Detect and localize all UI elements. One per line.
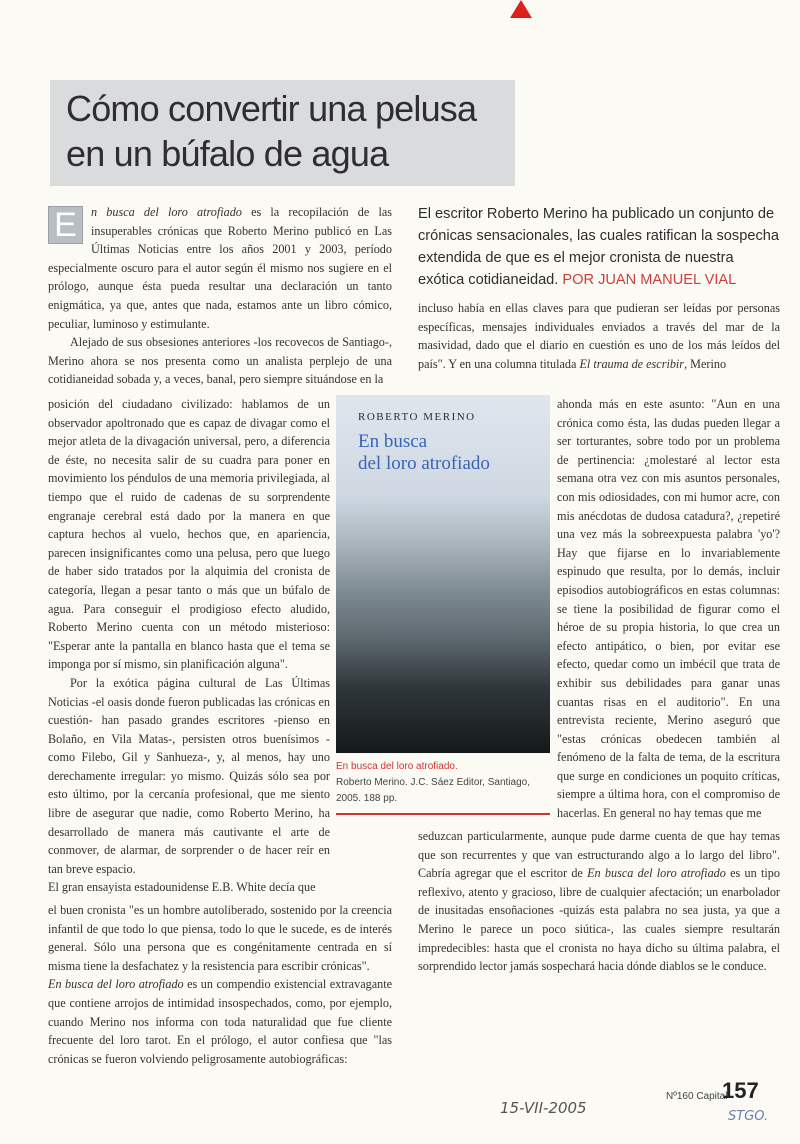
paragraph-2b: posición del ciudadano civilizado: hablamos de un observador apoltronado que es capaz de divagar como el mejor atleta de la divagación universal, pero, a diferencia de éste, no necesita salir de su cuadra para poner en movimiento los péndulos de una memoria privilegiada, al tiempo que el ruido de cadenas de su sorprendente engranaje cerebral está dado por la manera en que captura hechos al vuelo, hechos que, en apariencia, parecen insignificantes como una pelusa, pero que luego de haber sido tratados por la alquimia del cronista de categoría, llegan a pesar tanto o más que un búfalo de agua. Para conseguir el prodigioso efecto aludido, Roberto Merino cuenta con un método misterioso: "Esperar ante la pantalla en blanco hasta que el tema se imponga por sí mismo, sin planificación alguna". <box>48 397 330 672</box>
cover-title-line-1: En busca <box>358 431 428 452</box>
column-title-italic: El trauma de escribir <box>579 356 685 371</box>
book-cover-image <box>336 395 550 753</box>
drop-cap: E <box>48 206 83 244</box>
paragraph-text: , Merino <box>684 356 727 371</box>
paragraph-text: es un compendio existencial extravagante que contiene arrojos de intimidad insospechados, como, por ejemplo, cuando Merino nos informa con toda naturalidad que fue cliente frecuente del loro tarot. En el prólogo, el autor confiesa que "las crónicas se fueron volviendo peligrosamente autobiográficas: <box>48 977 392 1066</box>
paragraph-text: seduzcan particularmente, aunque pude darme cuenta de que hay temas que son recurrentes y que van estructurando algo a lo largo del libro". Cabría agregar que el escritor de <box>418 829 780 881</box>
book-title-italic: n busca del loro atrofiado <box>91 205 242 219</box>
left-column-middle <box>48 395 330 897</box>
title-line-2: en un búfalo de agua <box>66 133 389 174</box>
paragraph-text: incluso había en ellas claves para que pudieran ser leídas por personas específicas, mensajes individuales enviados a través del mar de la masividad, dado que el diario en cuestión es uno de los más leídos del país". Y en una columna titulada <box>418 301 780 371</box>
left-column-bottom <box>48 901 392 1068</box>
image-caption <box>336 759 550 807</box>
article-deck <box>418 203 780 291</box>
paragraph-text: es un tipo reflexivo, atento y gracioso, libre de cualquier afectación; un enarbolador de inusitadas ensoñaciones -quizás esta palabra no sea justa, ya que a Merino le parece un poco siútica-, las cuales siempre resultarán impredecibles: hasta que el cronista no haya dicho su última palabra, el sorprendido lector jamás sospechará hacia dónde diablos se le conduce. <box>418 866 780 974</box>
paragraph-2a: Alejado de sus obsesiones anteriores -los recovecos de Santiago-, Merino ahora se nos presenta como un analista perplejo de una cotidianeidad sobada y, a veces, banal, pero siempre situándose en la <box>48 335 392 387</box>
article-title <box>66 86 476 176</box>
left-column-top <box>48 203 392 389</box>
magazine-issue: Nº160 Capital <box>666 1091 728 1102</box>
caption-title: En busca del loro atrofiado. <box>336 761 458 772</box>
right-column-middle <box>557 395 780 823</box>
handwritten-city: STGO. <box>728 1109 769 1124</box>
paragraph-r2: ahonda más en este asunto: "Aun en una crónica como ésta, las dudas pueden llegar a ser torturantes, sobre todo por un problema de pertinencia: ¿molestaré al lector esta semana otra vez con mis asuntos personales, con mis odiosidades, con mi humor acre, con mis anécdotas de dudosa catadura?, ¿repetiré una vez más la sobreexpuesta palabra 'yo'? Hay que fijarse en lo invariablemente espinudo que resulta, por lo demás, incluir episodios autobiográficos en estas columnas: se tiene la posibilidad de figurar como el héroe de su propia historia, lo que crea un efecto antipático, o bien, por evitar ese efecto, quedar como un imbécil que trata de exhibir sus debilidades para ganar unas cuantas risas en el auditorio". En una entrevista reciente, Merino aseguró que "estas crónicas obedecen también al fenómeno de la falta de tema, de la escritura que surge en condiciones un poquito críticas, siempre a última hora, con el compromiso de hacerlas. En general no hay temas que me <box>557 397 780 821</box>
paragraph-intro <box>48 203 392 333</box>
deck-text: El escritor Roberto Merino ha publicado un conjunto de crónicas sensacionales, las cuales ratifican la sospecha extendida de que es el mejor cronista de nuestra exótica cotidianeidad. <box>418 206 779 288</box>
right-column-bottom <box>418 827 780 976</box>
handwritten-date: 15-VII-2005 <box>500 1099 587 1117</box>
caption-details: Roberto Merino. J.C. Sáez Editor, Santiago, 2005. 188 pp. <box>336 777 530 804</box>
paragraph-r3 <box>418 827 780 976</box>
book-title-italic: En busca del loro atrofiado <box>48 977 184 992</box>
byline: POR JUAN MANUEL VIAL <box>562 272 737 288</box>
paragraph-5 <box>48 975 392 1068</box>
book-title-italic: En busca del loro atrofiado <box>587 866 726 881</box>
caption-divider <box>336 813 550 815</box>
paragraph-4b: el buen cronista "es un hombre autoliberado, sostenido por la creencia infantil de que todo lo que piensa, todo lo que le sucede, es de interés general. Sólo una persona que es congénitamente centrada en sí misma tiene la desfachatez y la resistencia para escribir crónicas". <box>48 903 392 973</box>
title-line-1: Cómo convertir una pelusa <box>66 88 477 129</box>
cover-author: ROBERTO MERINO <box>358 411 476 423</box>
cover-title <box>358 431 490 475</box>
paragraph-r1 <box>418 299 780 373</box>
page-number: 157 <box>722 1078 759 1103</box>
red-triangle-marker <box>510 0 532 18</box>
paragraph-4a: El gran ensayista estadounidense E.B. White decía que <box>48 880 316 895</box>
paragraph-text: es la recopilación de las insuperables crónicas que Roberto Merino publicó en Las Últimas Noticias entre los años 2001 y 2003, período especialmente oscuro para el autor según él mismo nos sugiere en el prólogo, aunque ésta pueda resultar una declaración un tanto enigmática, ya que, antes que nada, estamos ante un libro cómico, peculiar, luminoso y estimulante. <box>48 205 393 331</box>
cover-title-line-2: del loro atrofiado <box>358 453 490 474</box>
right-column-top <box>418 299 780 373</box>
paragraph-3: Por la exótica página cultural de Las Últimas Noticias -el oasis donde fueron publicadas las crónicas en cuestión- han pasado grandes escritores -pienso en Bolaño, en Vila Matas-, persisten otros buenísimos -como Filebo, Gil y Sanhueza-, y, al menos, hay uno derechamente irregular: yo mismo. Quizás sólo sea por esto último, por la cercanía profesional, que me siento libre de asegurar que nadie, como Roberto Merino, ha desarrollado de manera más cautivante el arte de conmover, de alarmar, de sorprender o de hacer reír en tan breve espacio. <box>48 675 330 876</box>
